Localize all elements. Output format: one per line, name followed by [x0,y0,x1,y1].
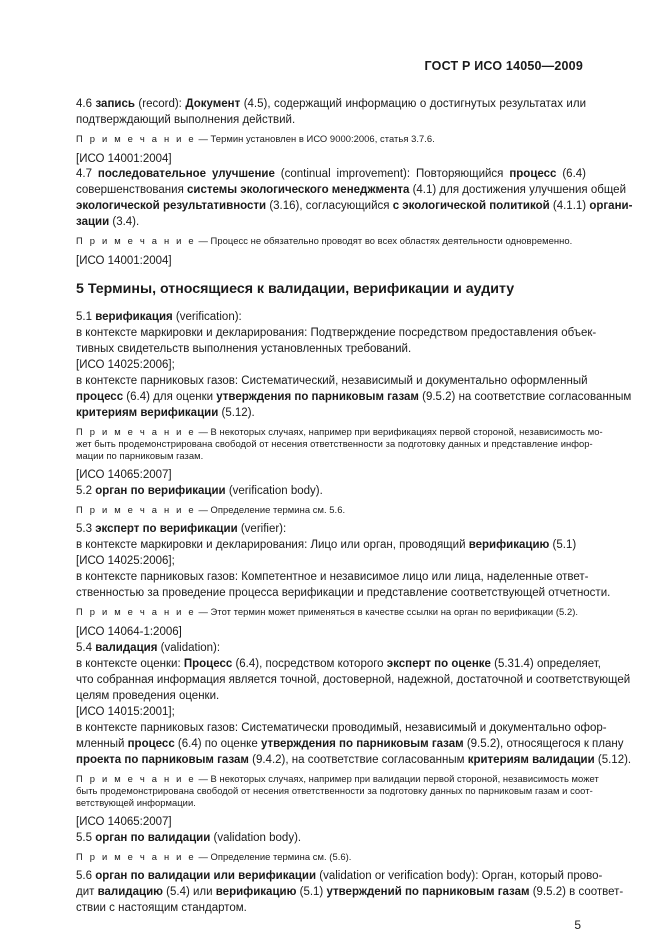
term-5-1-line-1: 5.1 верификация (verification): [76,311,242,323]
term-5-3-line-4: ственностью за проведение процесса верификации и представление соответствующей отчетности. [76,587,611,599]
term-5-3-line-1: 5.3 эксперт по верификации (verifier): [76,523,287,535]
term-4-7-line-1: 4.7 последовательное улучшение (continual improvement): Повторяющийся процесс (6.4) [76,168,586,180]
reference-5-3-b: [ИСО 14064-1:2006] [76,626,182,638]
note-5-4-line-3: ветствующей информации. [76,797,196,808]
note-4-6: П р и м е ч а н и е — Термин установлен в ИСО 9000:2006, статья 3.7.6. [76,133,435,144]
note-5-5: П р и м е ч а н и е — Определение термина см. (5.6). [76,851,352,862]
term-5-3-line-2: в контексте маркировки и декларирования: Лицо или орган, проводящий верификацию (5.1) [76,539,577,551]
reference-5-3-a: [ИСО 14025:2006]; [76,555,175,567]
term-5-4-line-4: целям проведения оценки. [76,690,220,702]
term-5-6-line-2: дит валидацию (5.4) или верификацию (5.1) утверждений по парниковым газам (9.5.2) в соответ- [76,886,624,898]
term-5-4-line-6: мленный процесс (6.4) по оценке утверждения по парниковым газам (9.5.2), относящегося к плану [76,738,624,750]
term-5-4-line-1: 5.4 валидация (validation): [76,642,221,654]
term-4-6-line-2: подтверждающий выполнения действий. [76,114,296,126]
term-5-1-line-3: тивных свидетельств выполнения установленных требований. [76,343,412,355]
term-5-1-line-5: процесс (6.4) для оценки утверждения по парниковым газам (9.5.2) на соответствие согласованным [76,391,632,403]
reference-5-4-b: [ИСО 14065:2007] [76,816,172,828]
term-5-1-line-6: критериям верификации (5.12). [76,407,255,419]
note-5-1-line-2: жет быть продемонстрирована свободой от несения ответственности за подготовку данных и представление инфор- [76,438,593,449]
note-5-1-line-1: П р и м е ч а н и е — В некоторых случаях, например при верификациях первой стороной, независимость мо- [76,426,603,437]
term-5-6-line-1: 5.6 орган по валидации или верификации (validation or verification body): Орган, который прово- [76,870,603,882]
reference-5-1-a: [ИСО 14025:2006]; [76,359,175,371]
reference-5-1-b: [ИСО 14065:2007] [76,469,172,481]
reference-5-4-a: [ИСО 14015:2001]; [76,706,175,718]
term-5-5: 5.5 орган по валидации (validation body). [76,832,302,844]
term-5-4-line-7: проекта по парниковым газам (9.4.2), на соответствие согласованным критериям валидации (5.12). [76,754,632,766]
note-4-7: П р и м е ч а н и е — Процесс не обязательно проводят во всех областях деятельности одновременно. [76,235,573,246]
reference-4-6: [ИСО 14001:2004] [76,153,172,165]
note-5-4-line-1: П р и м е ч а н и е — В некоторых случаях, например при валидации первой стороной, независимость может [76,773,599,784]
term-4-7-line-4: зации (3.4). [76,216,140,228]
term-5-2: 5.2 орган по верификации (verification body). [76,485,323,497]
term-5-4-line-5: в контексте парниковых газов: Систематически проводимый, независимый и документально офор- [76,722,607,734]
note-5-2: П р и м е ч а н и е — Определение термина см. 5.6. [76,504,346,515]
note-5-1-line-3: мации по парниковым газам. [76,450,204,461]
term-5-4-line-3: что собранная информация является точной, достоверной, надежной, достаточной и соответствующей [76,674,631,686]
standard-header: ГОСТ Р ИСО 14050—2009 [424,59,583,73]
term-5-1-line-2: в контексте маркировки и декларирования: Подтверждение посредством предоставления объек- [76,327,597,339]
term-5-4-line-2: в контексте оценки: Процесс (6.4), посредством которого эксперт по оценке (5.31.4) определяет, [76,658,601,670]
term-5-3-line-3: в контексте парниковых газов: Компетентное и независимое лицо или лица, наделенные ответ- [76,571,589,583]
term-4-7-line-3: экологической результативности (3.16), согласующийся с экологической политикой (4.1.1) органи- [76,200,633,212]
term-4-7-line-2: совершенствования системы экологического менеджмента (4.1) для достижения улучшения общей [76,184,626,196]
term-5-1-line-4: в контексте парниковых газов: Систематический, независимый и документально оформленный [76,375,588,387]
term-4-6-line-1: 4.6 запись (record): Документ (4.5), содержащий информацию о достигнутых результатах или [76,98,586,110]
reference-4-7: [ИСО 14001:2004] [76,255,172,267]
page-number: 5 [574,918,581,932]
term-5-6-line-3: ствии с настоящим стандартом. [76,902,247,914]
note-5-3: П р и м е ч а н и е — Этот термин может применяться в качестве ссылки на орган по верификации (5.2). [76,606,579,617]
note-5-4-line-2: быть продемонстрирована свободой от несения ответственности за подготовку данных по парниковым газам и соот- [76,785,593,796]
section-5-title: 5 Термины, относящиеся к валидации, верификации и аудиту [76,281,515,297]
